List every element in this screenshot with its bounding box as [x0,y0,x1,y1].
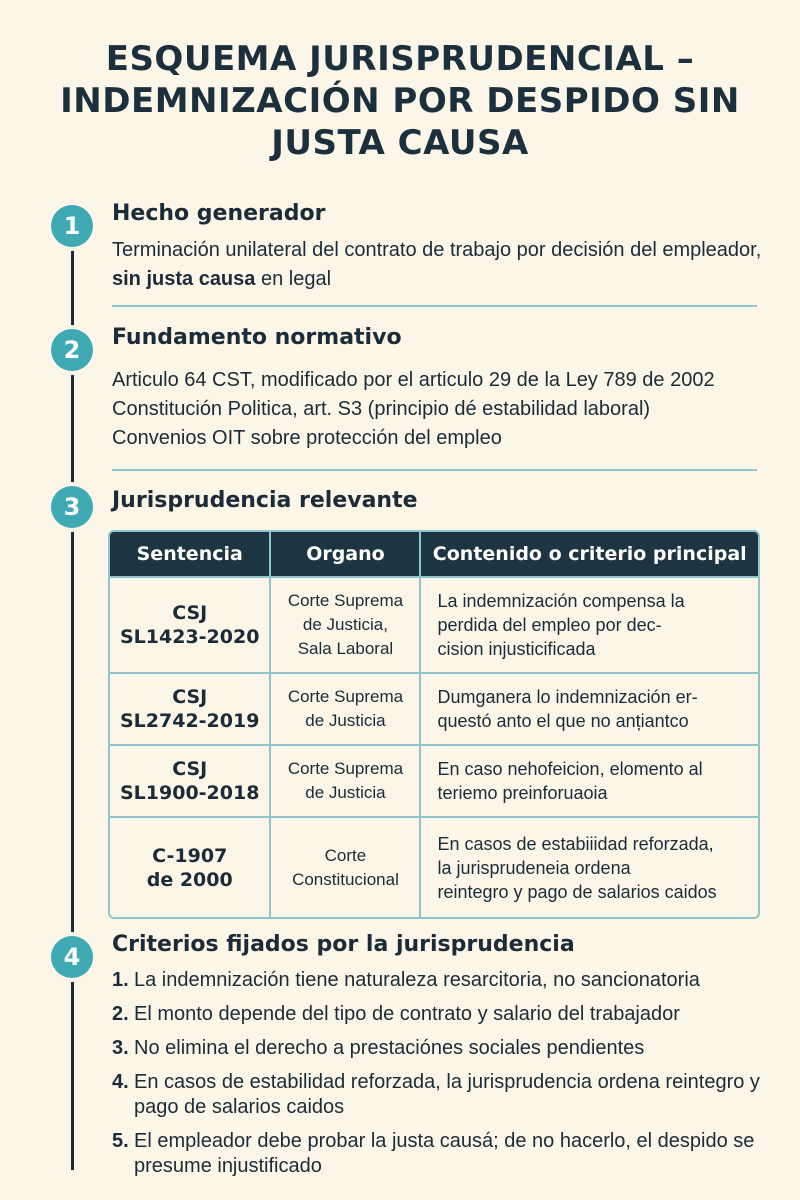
criteria-number: 4. [112,1071,129,1093]
criteria-text: La indemnización tiene naturaleza resarcitoria, no sancionatoria [134,969,700,991]
organo-line: de Justicia, [302,615,388,634]
step-1-badge: 1 [51,205,93,247]
contenido-line: En caso nehofeicion, elomento al [437,759,703,779]
contenido-line: En casos de estabiiidad reforzada, [437,833,714,854]
step-1-text-after: en legal [255,268,332,290]
criteria-text: No elimina el derecho a prestaciónes sociales pendientes [134,1037,645,1059]
contenido-cell [420,673,758,745]
step-2-text [112,366,772,453]
contenido-line: questó anto el que no anțiantco [437,711,689,731]
organo-line: Corte Suprema [287,759,404,778]
criteria-number: 3. [112,1037,129,1059]
list-item [112,1070,762,1120]
organo-line: de Justicia [305,711,386,730]
sentencia-line: de 2000 [146,868,233,891]
list-item [112,968,762,993]
step-3-heading: Jurisprudencia relevante [112,488,418,513]
step-1-text-before: Terminación unilateral del contrato de trabajo por decisión del empleador, [112,239,762,261]
list-item [112,1002,762,1027]
organo-line: de Justicia [305,783,386,802]
criteria-list [112,968,762,1188]
sentencia-cell [110,745,270,817]
jurisprudence-table [108,530,760,919]
timeline-line [71,240,74,1170]
sentencia-cell [110,817,270,917]
sentencia-line: SL1900-2018 [120,782,260,804]
section-divider [112,305,757,307]
sentencia-line: C-1907 [152,844,228,867]
criteria-number: 5. [112,1130,129,1152]
contenido-line: teriemo preinforuaoia [437,783,608,803]
norm-line: Constitución Politica, art. S3 (principio dé estabilidad laboral) [112,398,651,420]
sentencia-cell [110,673,270,745]
organo-cell [270,817,420,917]
contenido-line: la jurisprudeneia ordena [437,857,631,878]
section-divider [112,469,757,471]
table-header-sentencia: Sentencia [110,532,270,577]
step-1-text-bold: sin justa causa [112,268,256,290]
contenido-line: reintegro y pago de salarios caidos [437,881,717,902]
contenido-cell [420,745,758,817]
organo-cell [270,577,420,673]
organo-line: Corte Suprema [287,687,404,706]
step-4-heading: Criterios fijados por la jurisprudencia [112,932,575,957]
contenido-line: perdida del empleo por dec- [437,615,662,635]
step-4-badge: 4 [51,936,93,978]
table-header-organo: Organo [270,532,420,577]
organo-line: Corte Suprema [287,591,404,610]
sentencia-line: SL2742-2019 [120,710,260,732]
norm-line: Convenios OIT sobre protección del empleo [112,427,502,449]
contenido-cell [420,577,758,673]
step-1-heading: Hecho generador [112,201,326,226]
criteria-number: 2. [112,1003,129,1025]
table-row [110,577,758,673]
contenido-line: Dumganera lo indemnización er- [437,687,698,707]
sentencia-line: CSJ [172,686,208,708]
criteria-number: 1. [112,969,129,991]
organo-line: Sala Laboral [297,639,394,658]
sentencia-line: CSJ [172,602,208,624]
table-row [110,673,758,745]
criteria-text: El empleador debe probar la justa causá; de no hacerlo, el despido se presume injustificado [134,1130,755,1177]
step-1-text [112,236,772,294]
sentencia-line: SL1423-2020 [120,626,260,648]
table-row [110,817,758,917]
contenido-line: cision injusticificada [437,639,596,659]
norm-line: Articulo 64 CST, modificado por el articulo 29 de la Ley 789 de 2002 [112,369,715,391]
criteria-text: En casos de estabilidad reforzada, la jurisprudencia ordena reintegro y pago de salarios caidos [134,1071,760,1118]
step-3-badge: 3 [51,486,93,528]
organo-line: Constitucional [292,869,399,889]
table-row [110,745,758,817]
sentencia-line: CSJ [172,758,208,780]
list-item [112,1036,762,1061]
organo-cell [270,745,420,817]
step-2-heading: Fundamento normativo [112,325,402,350]
criteria-text: El monto depende del tipo de contrato y salario del trabajador [134,1003,680,1025]
page-title: ESQUEMA JURISPRUDENCIAL – INDEMNIZACIÓN POR DESPIDO SIN JUSTA CAUSA [60,39,740,163]
sentencia-cell [110,577,270,673]
organo-cell [270,673,420,745]
organo-line: Corte [324,845,367,865]
step-2-badge: 2 [51,329,93,371]
list-item [112,1129,762,1179]
table-header-contenido: Contenido o criterio principal [420,532,758,577]
contenido-line: La indemnización compensa la [437,591,685,611]
contenido-cell [420,817,758,917]
